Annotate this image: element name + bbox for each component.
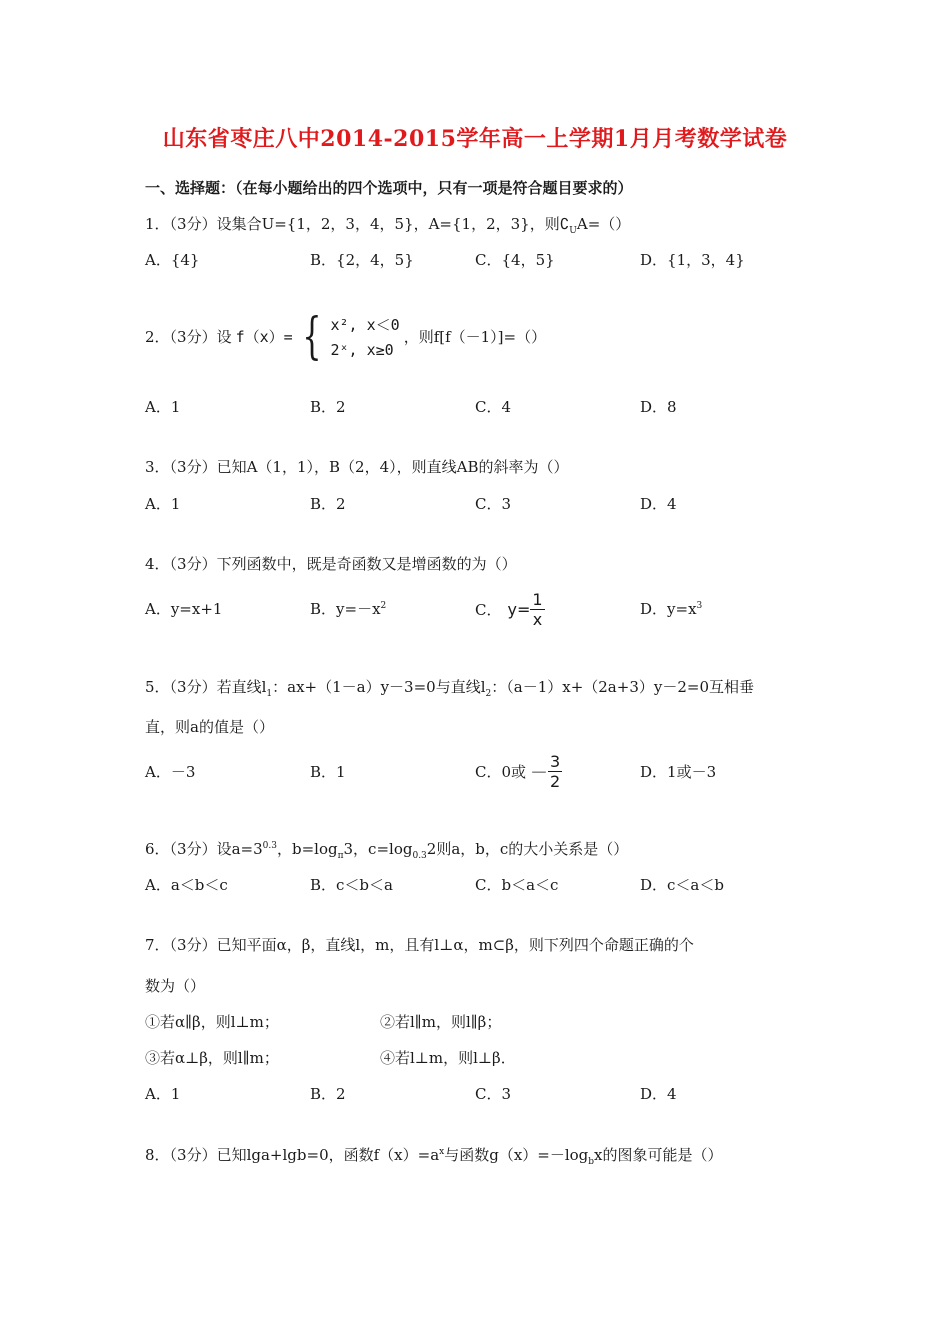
q3-option-c: C．3 — [475, 495, 512, 513]
q2-option-c: C．4 — [475, 398, 512, 416]
q6-option-c: C．b＜a＜c — [475, 876, 559, 894]
q4-option-b: B．$y=-x^2$ — [310, 600, 387, 618]
question-2: 2．（3分）设 f（x）= { x², x＜0 2ˣ, x≥0 ，则f[f（－1）]=（） — [145, 307, 547, 365]
q5-option-c: C．0或 － $\frac{3}{2}$ — [475, 752, 561, 791]
q2-option-b: B．2 — [310, 398, 346, 416]
exam-title: 山东省枣庄八中2014-2015学年高一上学期1月月考数学试卷 — [162, 126, 788, 152]
question-6: 6．（3分）设$a=3^{0.3}$，$b=\log_\pi 3$，$c=\log_{0.3}2$则a，b，c的大小关系是（） — [145, 840, 629, 861]
question-1: 1．（3分）设集合U={1，2，3，4，5}，A={1，2，3}，则$∁_UA=()$ — [145, 215, 631, 236]
q7-proposition-1: ①若α∥β，则l⊥m； — [145, 1013, 279, 1031]
q1-option-c: C．{4，5} — [475, 251, 555, 269]
fraction-three-halves: $\frac{3}{2}$ — [550, 752, 561, 791]
q4-option-c: C． y= $\frac{1}{x}$ — [475, 590, 543, 629]
q7-proposition-2: ②若l∥m，则l∥β； — [380, 1013, 502, 1031]
question-3: 3．（3分）已知A（1，1），B（2，4），则直线AB的斜率为（） — [145, 458, 569, 476]
q3-option-a: A．1 — [145, 495, 181, 513]
q3-option-b: B．2 — [310, 495, 346, 513]
q1-option-b: B．{2，4，5} — [310, 251, 414, 269]
brace-symbol: { — [302, 307, 322, 365]
piecewise-case-1: x², x＜0 — [330, 315, 400, 334]
q2-option-d: D．8 — [640, 398, 677, 416]
question-4: 4．（3分）下列函数中，既是奇函数又是增函数的为（） — [145, 555, 517, 573]
q7-option-a: A．1 — [145, 1085, 181, 1103]
q1-option-d: D．{1，3，4} — [640, 251, 745, 269]
q6-option-b: B．c＜b＜a — [310, 876, 393, 894]
q7-proposition-3: ③若α⊥β，则l∥m； — [145, 1049, 279, 1067]
q5-option-a: A．－3 — [145, 763, 196, 781]
q6-option-d: D．c＜a＜b — [640, 876, 724, 894]
q4-option-d: D．$y=x^3$ — [640, 600, 703, 618]
fraction-one-over-x: $\frac{1}{x}$ — [532, 590, 543, 629]
question-7-line-2: 数为（） — [145, 977, 206, 995]
section-heading: 一、选择题：（在每小题给出的四个选项中，只有一项是符合题目要求的） — [145, 179, 633, 197]
q4-option-a: A．y=x+1 — [145, 600, 223, 618]
q2-option-a: A．1 — [145, 398, 181, 416]
q5-option-d: D．1或－3 — [640, 763, 717, 781]
question-7-line-1: 7．（3分）已知平面α，β，直线l，m，且有l⊥α，m⊂β，则下列四个命题正确的个 — [145, 936, 694, 954]
q3-option-d: D．4 — [640, 495, 677, 513]
q6-option-a: A．a＜b＜c — [145, 876, 228, 894]
q5-option-b: B．1 — [310, 763, 346, 781]
q7-option-c: C．3 — [475, 1085, 512, 1103]
piecewise-function: f（x）= { x², x＜0 2ˣ, x≥0 — [235, 307, 400, 365]
piecewise-case-2: 2ˣ, x≥0 — [330, 340, 394, 359]
q1-option-a: A．{4} — [145, 251, 200, 269]
q7-option-b: B．2 — [310, 1085, 346, 1103]
question-5-line-1: 5．（3分）若直线$l_1$：ax+（1－a）y－3=0与直线$l_2$：（a－1）x+（2a+3）y－2=0互相垂 — [145, 678, 754, 699]
question-5-line-2: 直，则a的值是（） — [145, 718, 274, 736]
question-8: 8．（3分）已知lga+lgb=0，函数$f(x)=a^x$与函数$g(x)=-\log_bx$的图象可能是（） — [145, 1146, 723, 1167]
q7-proposition-4: ④若l⊥m，则l⊥β． — [380, 1049, 516, 1067]
q7-option-d: D．4 — [640, 1085, 677, 1103]
